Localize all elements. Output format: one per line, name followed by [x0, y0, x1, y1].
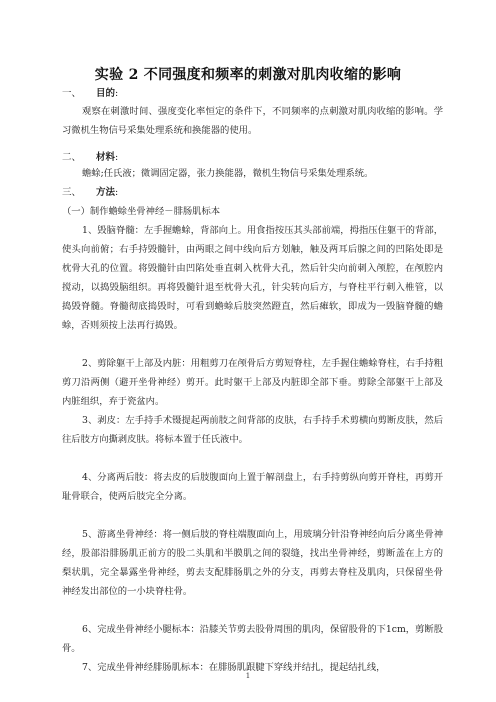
subsection-heading: （一）制作蟾蜍坐骨神经－腓肠肌标本 — [62, 206, 221, 217]
section-label: 目的 — [96, 88, 116, 99]
step-paragraph-3: 3、剥皮：左手持手术镊提起两前肢之间背部的皮肤，右手持手术剪横向剪断皮肤，然后往后肢方向撕剥皮肤。将标本置于任氏液中。 — [62, 415, 443, 445]
step-paragraph-2: 2、剪除躯干上部及内脏：用粗剪刀在颅骨后方剪短脊柱，左手握住蟾蜍脊柱，右手持粗剪刀沿两侧（避开坐骨神经）剪开。此时躯干上部及内脏即全部下垂。剪除全部躯干上部及内脏组织，弃于瓷盆内。 — [62, 358, 443, 407]
step-paragraph-4: 4、分离两后肢：将去皮的后肢腹面向上置于解剖盘上，右手持剪纵向剪开脊柱，再剪开耻骨联合，使两后肢完全分离。 — [62, 472, 443, 502]
step-paragraph-6: 6、完成坐骨神经小腿标本：沿膝关节剪去股骨周围的肌肉，保留股骨的下1cm，剪断股骨。 — [62, 624, 443, 654]
section-colon: : — [115, 152, 119, 163]
section-heading-materials — [62, 152, 118, 164]
section-heading-purpose — [62, 88, 118, 100]
section-heading-methods — [62, 187, 118, 199]
section-colon: : — [115, 88, 119, 99]
purpose-paragraph: 观察在刺激时间、强度变化率恒定的条件下，不同频率的点刺激对肌肉收缩的影响。学习微机生物信号采集处理系统和换能器的使用。 — [62, 106, 443, 136]
section-colon: : — [115, 187, 119, 198]
section-label: 方法 — [96, 187, 116, 198]
step-paragraph-5: 5、游离坐骨神经：将一侧后肢的脊柱端腹面向上，用玻璃分针沿脊神经向后分离坐骨神经，股部沿腓肠肌正前方的股二头肌和半膜肌之间的裂缝，找出坐骨神经，剪断盖在上方的梨状肌，完全暴露坐骨神经，剪去支配腓肠肌之外的分支，再剪去脊柱及肌肉，只保留坐骨神经发出部位的一小块脊柱骨。 — [62, 529, 443, 597]
materials-paragraph: 蟾蜍;任氏液；微调固定器，张力换能器，微机生物信号采集处理系统。 — [82, 168, 374, 179]
page-title: 实验 2 不同强度和频率的刺激对肌肉收缩的影响 — [94, 67, 402, 83]
section-label: 材料 — [96, 152, 116, 163]
step-paragraph-7: 7、完成坐骨神经腓肠肌标本：在腓肠肌跟腱下穿线并结扎，提起结扎线， — [82, 662, 386, 673]
page-number: 1 — [245, 672, 251, 680]
step-paragraph-1: 1、毁脑脊髓：左手握蟾蜍，背部向上。用食指按压其头部前端，拇指压住躯干的背部，使头向前俯；右手持毁髓针，由两眼之间中线向后方划触，触及两耳后腺之间的凹陷处即是枕骨大孔的位置。将毁髓针由凹陷处垂直刺入枕骨大孔，然后针尖向前刺入颅腔，在颅腔内搅动，以捣毁脑组织。再将毁髓针退至枕骨大孔，针尖转向后方，与脊柱平行刺入椎管，以捣毁脊髓。脊髓彻底捣毁时，可看到蟾蜍后肢突然蹬直，然后瘫软，即成为一毁脑脊髓的蟾蜍，否则须按上法再行捣毁。 — [62, 225, 443, 331]
section-number: 三、 — [62, 187, 82, 198]
section-number: 二、 — [62, 152, 82, 163]
section-number: 一、 — [62, 88, 82, 99]
